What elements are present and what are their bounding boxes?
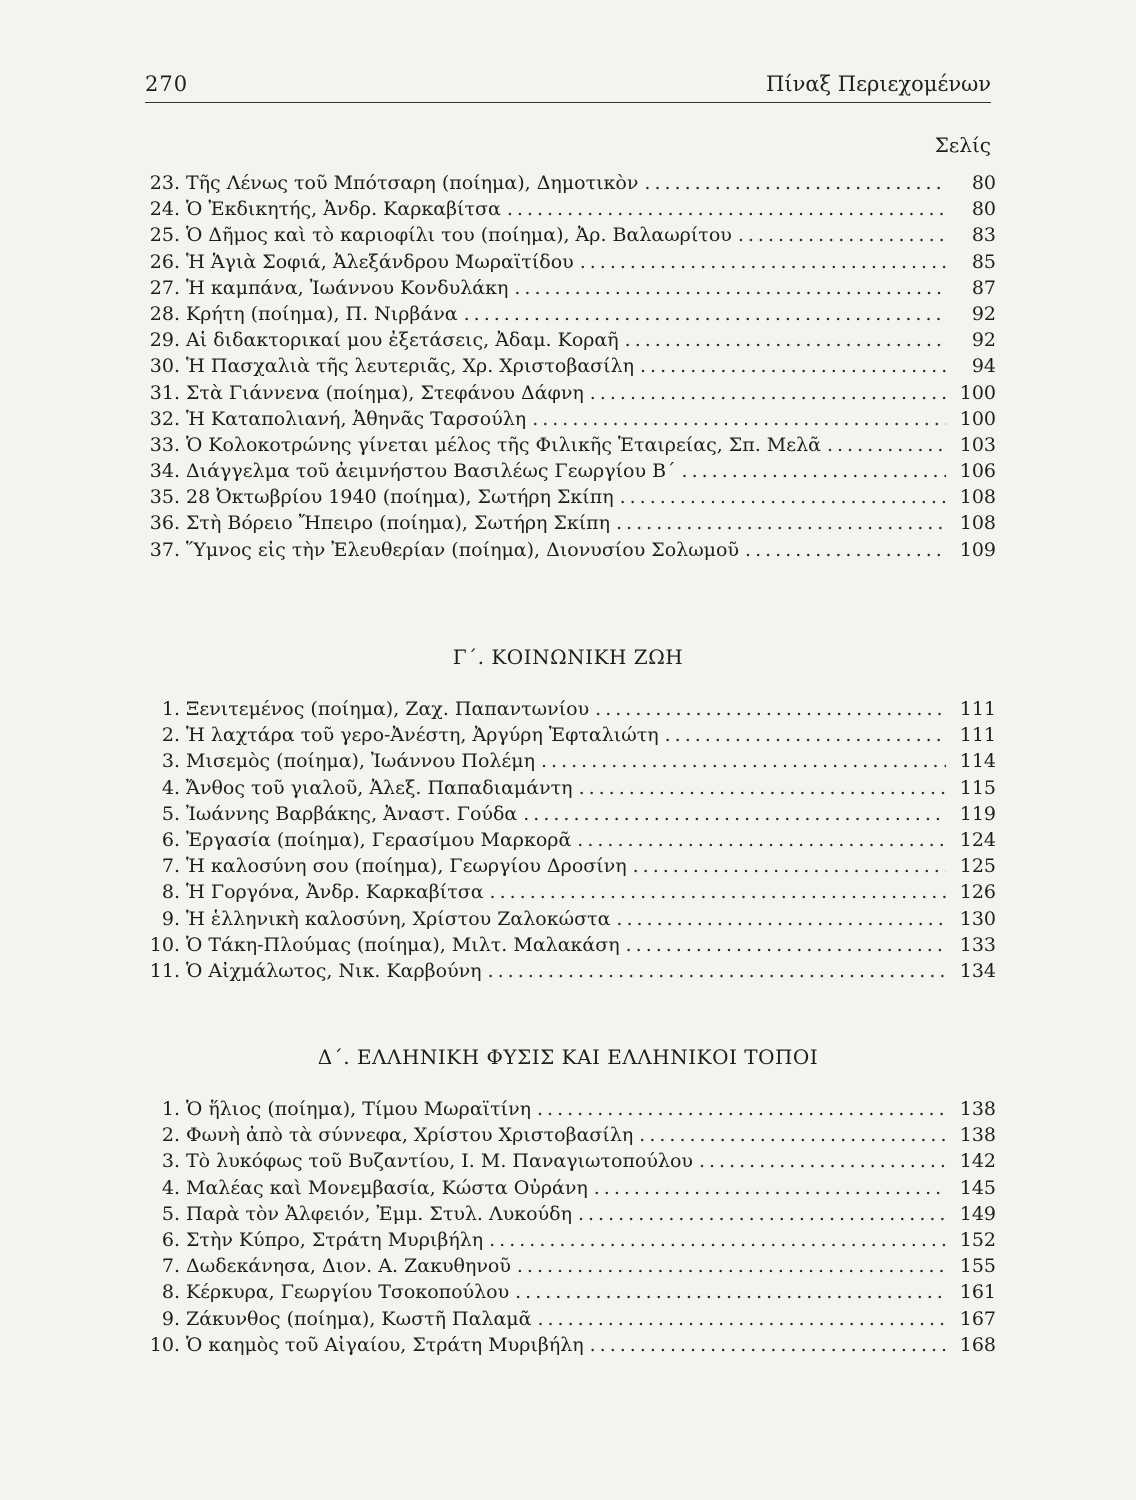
toc-entry [140, 1229, 996, 1255]
entry-title: Ζάκυνθος (ποίημα), Κωστῆ Παλαμᾶ [186, 1307, 532, 1330]
entry-number: 23. [149, 172, 180, 194]
entry-page-number: 80 [971, 172, 996, 194]
entry-page-number: 138 [959, 1098, 996, 1120]
entry-title: Παρὰ τὸν Ἀλφειόν, Ἐμμ. Στυλ. Λυκούδη [186, 1202, 572, 1225]
entry-page-number: 92 [971, 329, 996, 352]
entry-number: 8. [161, 1281, 180, 1304]
entry-number: 32. [149, 407, 180, 430]
entry-page-number: 149 [959, 1202, 996, 1225]
page-number: 270 [145, 72, 189, 96]
entry-page-number: 142 [959, 1150, 996, 1173]
entry-number: 6. [161, 1228, 180, 1251]
dot-leader [507, 198, 946, 220]
entry-title: Ὁ ἥλιος (ποίημα), Τίμου Μωραϊτίνη [186, 1098, 531, 1120]
dot-leader [644, 172, 946, 194]
entry-title: Ἐργασία (ποίημα), Γερασίμου Μαρκορᾶ [186, 828, 572, 851]
toc-entry [140, 908, 996, 934]
dot-leader [489, 1229, 946, 1251]
toc-entry [140, 172, 996, 198]
entry-page-number: 103 [959, 433, 996, 456]
toc-entry [140, 460, 996, 486]
entry-number: 9. [161, 907, 180, 930]
toc-entry [140, 724, 996, 750]
dot-leader [616, 908, 946, 930]
entry-page-number: 134 [959, 959, 996, 982]
dot-leader [594, 1177, 946, 1199]
entry-number: 1. [161, 1098, 180, 1120]
entry-page-number: 133 [959, 933, 996, 956]
dot-leader [738, 224, 946, 246]
entry-title: Ἡ Γοργόνα, Ἀνδρ. Καρκαβίτσα [186, 881, 484, 904]
toc-list-section-b [140, 172, 996, 565]
entry-number: 6. [161, 828, 180, 851]
entry-page-number: 109 [959, 538, 996, 561]
dot-leader [515, 1281, 946, 1303]
toc-entry [140, 698, 996, 724]
toc-entry [140, 1150, 996, 1176]
toc-entry [140, 539, 996, 565]
entry-number: 25. [149, 224, 180, 247]
entry-title: Ἡ λαχτάρα τοῦ γερο-Ἀνέστη, Ἀργύρη Ἐφταλιώτη [186, 724, 659, 747]
dot-leader [616, 512, 946, 534]
toc-entry [140, 1124, 996, 1150]
entry-title: Ὁ Τάκη-Πλούμας (ποίημα), Μιλτ. Μαλακάση [186, 933, 620, 956]
entry-page-number: 106 [959, 460, 996, 483]
dot-leader [537, 1308, 946, 1330]
entry-title: Στὴν Κύπρο, Στράτη Μυριβήλη [186, 1228, 484, 1251]
entry-page-number: 161 [959, 1281, 996, 1304]
entry-number: 7. [161, 1255, 180, 1278]
entry-page-number: 108 [959, 486, 996, 509]
entry-number: 35. [149, 486, 180, 509]
toc-entry [140, 408, 996, 434]
dot-leader [488, 960, 946, 982]
toc-entry [140, 750, 996, 776]
dot-leader [633, 855, 946, 877]
entry-number: 11. [149, 959, 180, 982]
toc-entry [140, 198, 996, 224]
dot-leader [514, 277, 946, 299]
toc-list-section-d [140, 1098, 996, 1360]
entry-number: 5. [161, 802, 180, 825]
entry-title: Φωνὴ ἀπὸ τὰ σύννεφα, Χρίστου Χριστοβασίλη [186, 1124, 634, 1147]
dot-leader [745, 539, 946, 561]
entry-number: 34. [149, 460, 180, 483]
entry-page-number: 130 [959, 907, 996, 930]
dot-leader [523, 803, 946, 825]
entry-title: Ἡ καμπάνα, Ἰωάννου Κονδυλάκη [186, 276, 509, 299]
toc-entry [140, 1098, 996, 1124]
entry-number: 31. [149, 381, 180, 404]
entry-number: 4. [161, 1176, 180, 1199]
toc-entry [140, 1308, 996, 1334]
entry-number: 37. [149, 538, 180, 561]
toc-entry [140, 303, 996, 329]
entry-page-number: 138 [959, 1124, 996, 1147]
toc-entry [140, 1177, 996, 1203]
entry-page-number: 119 [959, 802, 996, 825]
entry-page-number: 152 [959, 1228, 996, 1251]
toc-entry [140, 512, 996, 538]
toc-entry [140, 277, 996, 303]
entry-title: Δωδεκάνησα, Διον. Α. Ζακυθηνοῦ [186, 1255, 511, 1278]
toc-entry [140, 1203, 996, 1229]
dot-leader [579, 777, 946, 799]
dot-leader [490, 881, 946, 903]
entry-page-number: 100 [959, 381, 996, 404]
dot-leader [625, 329, 946, 351]
entry-title: Ἄνθος τοῦ γιαλοῦ, Ἀλεξ. Παπαδιαμάντη [186, 776, 573, 799]
entry-page-number: 145 [959, 1176, 996, 1199]
entry-number: 3. [161, 750, 180, 773]
entry-title: Τῆς Λένως τοῦ Μπότσαρη (ποίημα), Δημοτικὸν [186, 172, 639, 194]
toc-entry [140, 777, 996, 803]
toc-entry [140, 382, 996, 408]
toc-entry [140, 1334, 996, 1360]
entry-number: 10. [149, 933, 180, 956]
dot-leader [541, 750, 946, 772]
entry-page-number: 83 [971, 224, 996, 247]
toc-entry [140, 355, 996, 381]
entry-title: Ἡ καλοσύνη σου (ποίημα), Γεωργίου Δροσίνη [186, 855, 627, 878]
dot-leader [532, 408, 946, 430]
entry-number: 27. [149, 276, 180, 299]
entry-number: 2. [161, 1124, 180, 1147]
entry-page-number: 125 [959, 855, 996, 878]
entry-page-number: 115 [959, 776, 996, 799]
dot-leader [464, 303, 946, 325]
entry-title: Ὕμνος εἰς τὴν Ἐλευθερίαν (ποίημα), Διονυσίου Σολωμοῦ [186, 538, 740, 561]
entry-page-number: 80 [971, 198, 996, 221]
dot-leader [517, 1255, 946, 1277]
entry-number: 29. [149, 329, 180, 352]
entry-title: Ἡ ἑλληνικὴ καλοσύνη, Χρίστου Ζαλοκώστα [186, 907, 611, 930]
entry-title: Ὁ Αἰχμάλωτος, Νικ. Καρβούνη [186, 959, 482, 982]
dot-leader [640, 355, 946, 377]
entry-number: 5. [161, 1202, 180, 1225]
toc-entry [140, 881, 996, 907]
toc-entry [140, 486, 996, 512]
entry-number: 4. [161, 776, 180, 799]
entry-title: 28 Ὀκτωβρίου 1940 (ποίημα), Σωτήρη Σκίπη [186, 486, 614, 509]
entry-title: Τὸ λυκόφως τοῦ Βυζαντίου, Ι. Μ. Παναγιωτοπούλου [186, 1150, 693, 1173]
entry-title: Κέρκυρα, Γεωργίου Τσοκοπούλου [186, 1281, 510, 1304]
entry-title: Στὴ Βόρειο Ἤπειρο (ποίημα), Σωτήρη Σκίπη [186, 512, 611, 535]
dot-leader [580, 251, 946, 273]
toc-entry [140, 934, 996, 960]
entry-number: 3. [161, 1150, 180, 1173]
entry-page-number: 155 [959, 1255, 996, 1278]
entry-number: 28. [149, 302, 180, 325]
toc-entry [140, 434, 996, 460]
entry-number: 36. [149, 512, 180, 535]
entry-title: Ὁ Κολοκοτρώνης γίνεται μέλος τῆς Φιλικῆς Ἑταιρείας, Σπ. Μελᾶ [186, 433, 821, 456]
entry-title: Μαλέας καὶ Μονεμβασία, Κώστα Οὐράνη [186, 1176, 588, 1199]
entry-title: Μισεμὸς (ποίημα), Ἰωάννου Πολέμη [186, 750, 536, 773]
entry-number: 33. [149, 433, 180, 456]
entry-number: 7. [161, 855, 180, 878]
toc-entry [140, 224, 996, 250]
entry-page-number: 108 [959, 512, 996, 535]
dot-leader [699, 1150, 946, 1172]
entry-page-number: 111 [959, 724, 996, 747]
entry-page-number: 85 [971, 250, 996, 273]
entry-number: 26. [149, 250, 180, 273]
entry-page-number: 92 [971, 302, 996, 325]
entry-number: 1. [161, 698, 180, 720]
entry-page-number: 114 [959, 750, 996, 773]
section-heading-c: Γ΄. ΚΟΙΝΩΝΙΚΗ ΖΩΗ [452, 645, 684, 669]
entry-number: 24. [149, 198, 180, 221]
dot-leader [626, 934, 946, 956]
entry-title: Διάγγελμα τοῦ ἀειμνήστου Βασιλέως Γεωργίου Β΄ [186, 460, 676, 483]
dot-leader [595, 698, 946, 720]
toc-entry [140, 1255, 996, 1281]
toc-entry [140, 855, 996, 881]
entry-title: Ἡ Πασχαλιὰ τῆς λευτεριᾶς, Χρ. Χριστοβασίλη [186, 355, 635, 378]
entry-page-number: 111 [959, 698, 996, 720]
toc-entry [140, 251, 996, 277]
entry-title: Ἰωάννης Βαρβάκης, Ἀναστ. Γούδα [186, 802, 518, 825]
entry-number: 9. [161, 1307, 180, 1330]
entry-number: 2. [161, 724, 180, 747]
entry-title: Ὁ καημὸς τοῦ Αἰγαίου, Στράτη Μυριβήλη [186, 1333, 584, 1356]
entry-page-number: 126 [959, 881, 996, 904]
dot-leader [665, 724, 946, 746]
entry-title: Στὰ Γιάννενα (ποίημα), Στεφάνου Δάφνη [186, 381, 584, 404]
entry-title: Ξενιτεμένος (ποίημα), Ζαχ. Παπαντωνίου [186, 698, 590, 720]
dot-leader [590, 1334, 946, 1356]
entry-page-number: 168 [959, 1333, 996, 1356]
entry-page-number: 124 [959, 828, 996, 851]
entry-number: 8. [161, 881, 180, 904]
toc-entry [140, 960, 996, 986]
dot-leader [639, 1124, 946, 1146]
entry-title: Αἱ διδακτορικαί μου ἐξετάσεις, Ἀδαμ. Κοραῆ [186, 329, 619, 352]
toc-entry [140, 803, 996, 829]
dot-leader [827, 434, 946, 456]
dot-leader [537, 1098, 946, 1120]
entry-page-number: 94 [971, 355, 996, 378]
toc-list-section-c [140, 698, 996, 986]
entry-number: 30. [149, 355, 180, 378]
dot-leader [578, 1203, 946, 1225]
page-header [145, 72, 991, 102]
entry-title: Ἡ Καταπολιανή, Ἀθηνᾶς Ταρσούλη [186, 407, 527, 430]
entry-title: Ἡ Ἁγιὰ Σοφιά, Ἀλεξάνδρου Μωραϊτίδου [186, 250, 574, 273]
dot-leader [620, 486, 946, 508]
entry-page-number: 87 [971, 276, 996, 299]
dot-leader [577, 829, 946, 851]
section-heading-d: Δ΄. ΕΛΛΗΝΙΚΗ ΦΥΣΙΣ ΚΑΙ ΕΛΛΗΝΙΚΟΙ ΤΟΠΟΙ [317, 1045, 819, 1069]
dot-leader [682, 460, 946, 482]
entry-title: Ὁ Δῆμος καὶ τὸ καριοφίλι του (ποίημα), Ἀρ. Βαλαωρίτου [186, 224, 732, 247]
entry-number: 10. [149, 1333, 180, 1356]
dot-leader [590, 382, 946, 404]
entry-page-number: 167 [959, 1307, 996, 1330]
entry-page-number: 100 [959, 407, 996, 430]
pages-column-label: Σελίς [934, 133, 991, 157]
entry-title: Ὁ Ἐκδικητής, Ἀνδρ. Καρκαβίτσα [186, 198, 501, 221]
toc-entry [140, 329, 996, 355]
toc-entry [140, 829, 996, 855]
entry-title: Κρήτη (ποίημα), Π. Νιρβάνα [186, 302, 458, 325]
toc-entry [140, 1281, 996, 1307]
header-rule [145, 102, 991, 103]
running-title: Πίναξ Περιεχομένων [766, 72, 991, 96]
